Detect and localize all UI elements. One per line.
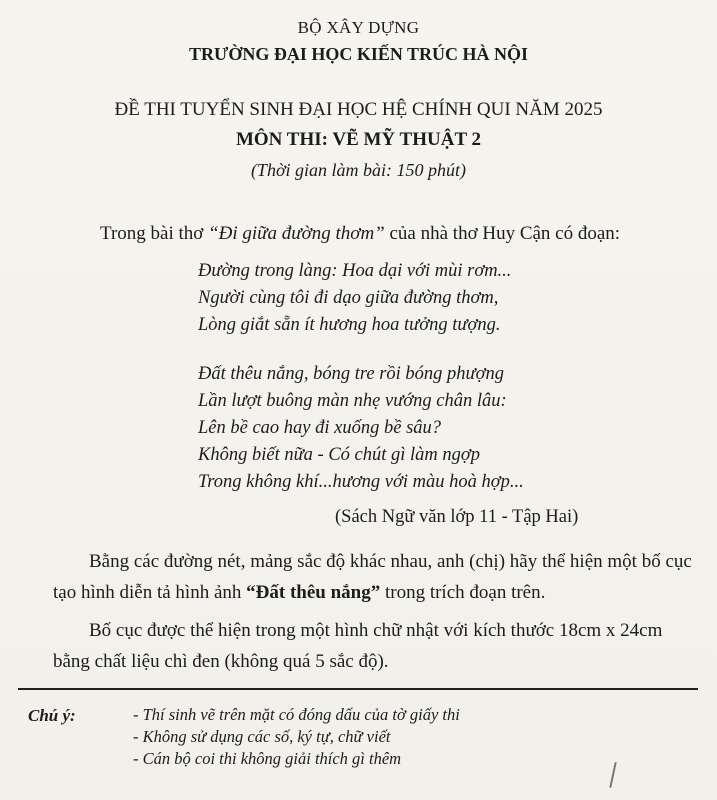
task-highlight: “Đất thêu nắng” xyxy=(246,582,381,603)
poem-title: “Đi giữa đường thơm” xyxy=(208,223,385,244)
task-paragraph-1 xyxy=(53,546,693,608)
notes-list xyxy=(133,704,460,770)
note-item: - Cán bộ coi thi không giải thích gì thêm xyxy=(133,749,402,768)
poem-source: (Sách Ngữ văn lớp 11 - Tập Hai) xyxy=(335,507,579,527)
poem-line: Đất thêu nắng, bóng tre rồi bóng phượng xyxy=(198,364,505,384)
poem-line: Đường trong làng: Hoa dại với mùi rơm... xyxy=(198,261,512,281)
exam-subject: MÔN THI: VẼ MỸ THUẬT 2 xyxy=(235,129,482,150)
university-name: TRƯỜNG ĐẠI HỌC KIẾN TRÚC HÀ NỘI xyxy=(188,44,529,64)
ministry-name: BỘ XÂY DỰNG xyxy=(297,18,420,37)
poem-line: Lên bề cao hay đi xuống bề sâu? xyxy=(198,418,442,438)
pen-mark xyxy=(609,762,616,788)
poem-line: Trong không khí...hương với màu hoà hợp... xyxy=(198,472,524,492)
poem-line: Người cùng tôi đi dạo giữa đường thơm, xyxy=(198,288,499,308)
stanza-gap xyxy=(198,339,524,361)
divider-line xyxy=(18,688,698,690)
poem-line: Không biết nữa - Có chút gì làm ngợp xyxy=(198,445,481,465)
task-text: Bằng các đường nét, mảng sắc độ khác nhau, anh (chị) hãy thể hiện một bố cục tạo hình diễn tả hình ảnh xyxy=(53,551,692,603)
poem-excerpt xyxy=(198,258,524,496)
note-item: - Thí sinh vẽ trên mặt có đóng dấu của tờ giấy thi xyxy=(133,705,460,724)
intro-after: của nhà thơ Huy Cận có đoạn: xyxy=(384,223,621,244)
poem-line: Lòng giắt sẵn ít hương hoa tưởng tượng. xyxy=(198,315,501,335)
poem-line: Lần lượt buông màn nhẹ vướng chân lâu: xyxy=(198,391,507,411)
poem-intro xyxy=(100,223,620,245)
exam-duration: (Thời gian làm bài: 150 phút) xyxy=(250,160,467,180)
notes-label: Chú ý: xyxy=(28,706,76,725)
exam-title: ĐỀ THI TUYỂN SINH ĐẠI HỌC HỆ CHÍNH QUI NĂM 2025 xyxy=(114,99,603,120)
intro-before: Trong bài thơ xyxy=(100,223,209,244)
task-text: trong trích đoạn trên. xyxy=(380,582,546,603)
note-item: - Không sử dụng các số, ký tự, chữ viết xyxy=(133,727,391,746)
task-paragraph-2: Bố cục được thể hiện trong một hình chữ nhật với kích thước 18cm x 24cm bằng chất liệu chì đen (không quá 5 sắc độ). xyxy=(53,620,663,672)
